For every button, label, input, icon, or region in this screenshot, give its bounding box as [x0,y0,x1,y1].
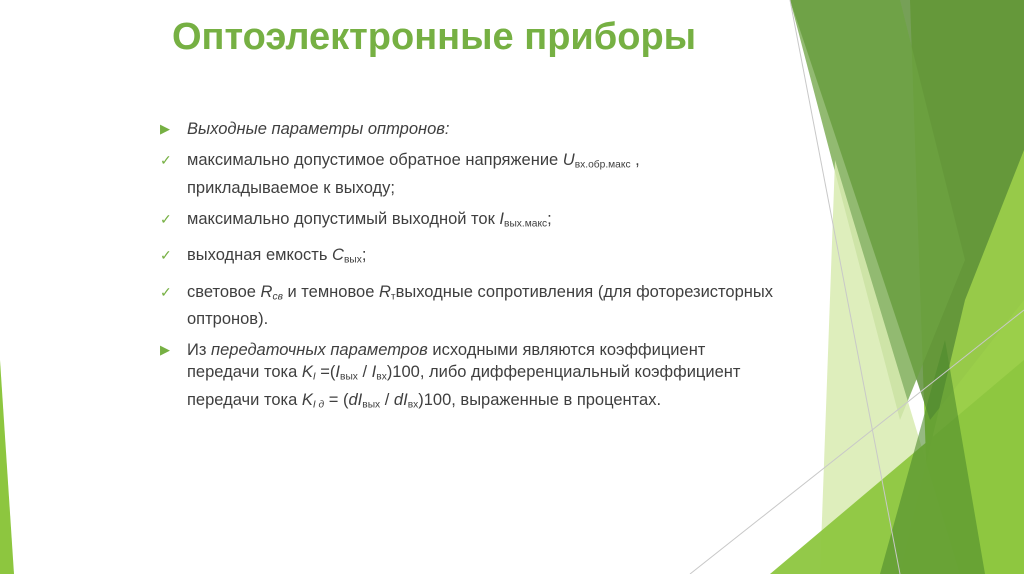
item-text-cont: исходными являются коэффициент [427,341,706,360]
item-suffix: ; [361,246,367,265]
symbol-i-out: I [335,363,341,382]
subscript: I д [312,399,325,411]
item-text: максимально допустимое обратное напряжение [187,151,563,169]
symbol-r-dark: R [379,282,391,301]
item-text: Выходные параметры оптронов: [187,120,450,138]
list-item-resistance [160,281,860,331]
symbol-di-in: dI [393,390,408,409]
item-text: максимально допустимый выходной ток [187,209,500,228]
list-item-transfer-params [160,339,860,416]
item-suffix: , [630,151,640,169]
line2-suffix: )100, либо дифференциальный коэффициент [386,363,741,382]
symbol-i: I [499,209,505,228]
page-title: Оптоэлектронные приборы [172,16,697,58]
subscript: вых [343,254,362,266]
subscript: вых [362,399,381,411]
triangle-arrow-icon: ▶ [160,342,170,358]
equals: =( [315,363,336,382]
subscript: вых [340,371,358,383]
symbol-di-out: dI [348,390,363,409]
symbol-c: C [332,246,344,265]
item-middle: и темновое [282,282,379,301]
line3-prefix: передачи тока [187,390,302,409]
item-text-line2: оптронов). [187,310,269,329]
subscript: вых.макс [504,218,548,230]
list-item-max-current [160,208,860,236]
line3-suffix: )100, выраженные в процентах. [418,390,662,409]
list-item-output-params [160,118,860,140]
item-emphasis: передаточных параметров [211,341,428,360]
item-text-line2: прикладываемое к выходу; [187,178,396,197]
line2-prefix: передачи тока [187,363,302,382]
list-item-reverse-voltage [160,149,860,199]
slash: / [357,363,372,382]
left-edge-accent [0,360,14,574]
subscript: I [312,371,316,383]
list-item-capacitance [160,244,860,272]
item-suffix: ; [547,209,552,228]
checkmark-icon: ✓ [160,152,172,168]
subscript: вх [407,399,419,411]
slash: / [380,390,394,409]
subscript: вх.обр.макс [574,159,631,171]
symbol-u: U [562,151,575,169]
symbol-i-in: I [371,363,377,382]
symbol-k: K [301,363,313,382]
checkmark-icon: ✓ [160,283,172,300]
item-text: выходная емкость [187,246,333,265]
subscript: вх [376,371,387,383]
symbol-k: K [301,390,313,409]
item-suffix: выходные сопротивления (для фоторезисторных [395,282,773,301]
equals: = ( [324,390,349,409]
subscript: св [272,291,283,303]
checkmark-icon: ✓ [160,247,172,264]
content-list [160,118,860,425]
checkmark-icon: ✓ [160,210,172,227]
subscript: т [390,291,396,303]
symbol-r-light: R [260,282,273,301]
triangle-arrow-icon: ▶ [160,121,170,136]
item-text: световое [187,282,261,301]
item-text: Из [187,341,212,360]
